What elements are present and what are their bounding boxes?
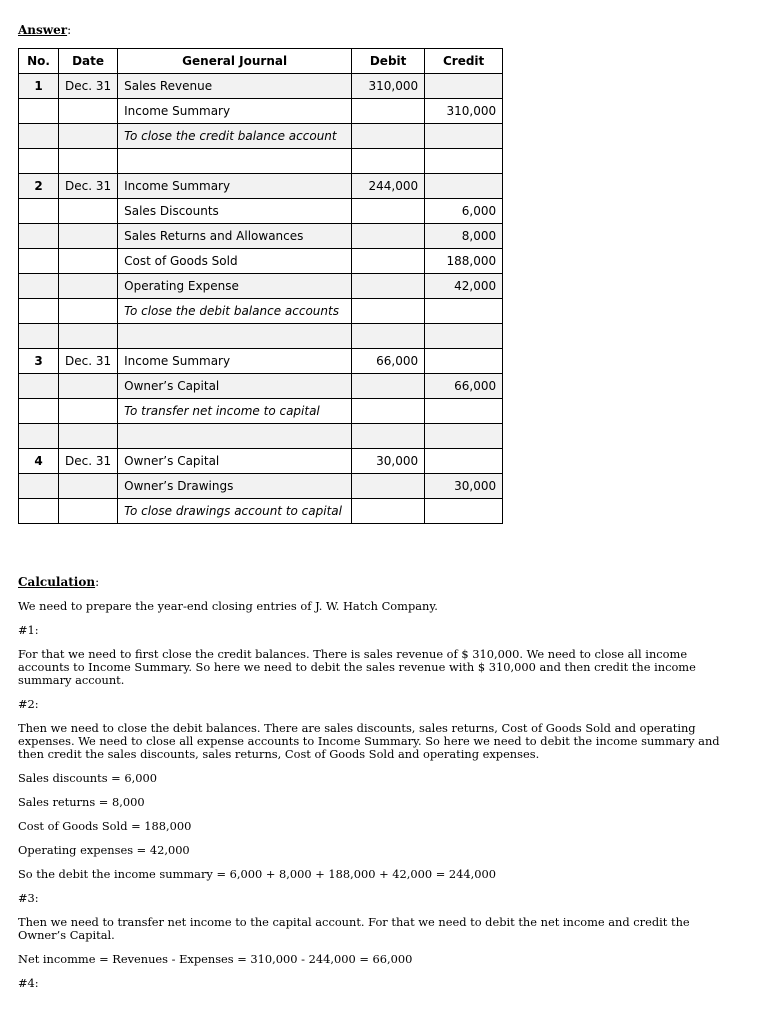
cell-no xyxy=(19,99,59,124)
cell-account: To transfer net income to capital xyxy=(118,399,352,424)
cell-date xyxy=(59,224,118,249)
table-row xyxy=(19,274,503,299)
cell-debit xyxy=(352,149,425,174)
cell-no xyxy=(19,224,59,249)
cell-date xyxy=(59,299,118,324)
calculation-paragraph: #3: xyxy=(18,891,39,905)
cell-account xyxy=(118,149,352,174)
cell-no: 1 xyxy=(19,74,59,99)
calculation-section xyxy=(18,576,738,1001)
cell-credit: 6,000 xyxy=(425,199,503,224)
cell-account: Sales Returns and Allowances xyxy=(118,224,352,249)
calculation-paragraph: For that we need to first close the credit balances. There is sales revenue of $ 310,000. We need to close all income accounts to Income Summary. So here we need to debit the sales revenue with $ 310,000 and then credit the income summary account. xyxy=(18,647,696,687)
cell-date xyxy=(59,124,118,149)
table-row xyxy=(19,174,503,199)
cell-date xyxy=(59,274,118,299)
cell-no xyxy=(19,499,59,524)
header-date: Date xyxy=(59,49,118,74)
table-header-row xyxy=(19,49,503,74)
table-row xyxy=(19,349,503,374)
cell-no xyxy=(19,324,59,349)
cell-credit: 310,000 xyxy=(425,99,503,124)
cell-debit xyxy=(352,124,425,149)
table-row xyxy=(19,424,503,449)
cell-no: 2 xyxy=(19,174,59,199)
cell-credit: 188,000 xyxy=(425,249,503,274)
cell-credit xyxy=(425,299,503,324)
cell-date xyxy=(59,399,118,424)
answer-heading: Answer: xyxy=(18,23,72,37)
cell-credit xyxy=(425,399,503,424)
cell-debit: 66,000 xyxy=(352,349,425,374)
cell-date xyxy=(59,374,118,399)
calculation-paragraph: #1: xyxy=(18,623,39,637)
cell-debit xyxy=(352,474,425,499)
cell-credit: 8,000 xyxy=(425,224,503,249)
cell-no xyxy=(19,399,59,424)
cell-account: Owner’s Capital xyxy=(118,449,352,474)
cell-account: Income Summary xyxy=(118,99,352,124)
cell-debit: 30,000 xyxy=(352,449,425,474)
calculation-paragraph: Cost of Goods Sold = 188,000 xyxy=(18,819,192,833)
calculation-paragraph: Net incomme = Revenues - Expenses = 310,000 - 244,000 = 66,000 xyxy=(18,952,413,966)
cell-no xyxy=(19,374,59,399)
cell-credit: 66,000 xyxy=(425,374,503,399)
cell-date xyxy=(59,199,118,224)
cell-no: 4 xyxy=(19,449,59,474)
cell-debit xyxy=(352,324,425,349)
cell-date: Dec. 31 xyxy=(59,349,118,374)
cell-credit xyxy=(425,149,503,174)
cell-no xyxy=(19,149,59,174)
cell-no xyxy=(19,124,59,149)
cell-date xyxy=(59,499,118,524)
cell-account: Sales Revenue xyxy=(118,74,352,99)
cell-account: Income Summary xyxy=(118,174,352,199)
cell-debit: 310,000 xyxy=(352,74,425,99)
cell-credit xyxy=(425,124,503,149)
cell-debit xyxy=(352,399,425,424)
calculation-paragraph: #4: xyxy=(18,976,39,990)
cell-account: Owner’s Drawings xyxy=(118,474,352,499)
cell-no xyxy=(19,199,59,224)
table-row xyxy=(19,499,503,524)
cell-account xyxy=(118,324,352,349)
cell-no xyxy=(19,274,59,299)
calculation-heading: Calculation: xyxy=(18,575,100,589)
cell-credit xyxy=(425,324,503,349)
cell-no xyxy=(19,249,59,274)
cell-date xyxy=(59,249,118,274)
cell-debit xyxy=(352,249,425,274)
cell-date: Dec. 31 xyxy=(59,74,118,99)
table-row xyxy=(19,299,503,324)
journal-body xyxy=(19,74,503,524)
cell-debit xyxy=(352,299,425,324)
cell-credit xyxy=(425,424,503,449)
table-row xyxy=(19,449,503,474)
header-no: No. xyxy=(19,49,59,74)
calculation-paragraph: #2: xyxy=(18,697,39,711)
cell-debit xyxy=(352,99,425,124)
calculation-paragraph: Operating expenses = 42,000 xyxy=(18,843,190,857)
cell-debit xyxy=(352,274,425,299)
header-credit: Credit xyxy=(425,49,503,74)
calculation-paragraph: Then we need to close the debit balances. There are sales discounts, sales returns, Cost of Goods Sold and operating expenses. We need to close all expense accounts to Income Summary. So here we need to debit the income summary and then credit the sales discounts, sales returns, Cost of Goods Sold and operating expenses. xyxy=(18,721,720,761)
cell-credit xyxy=(425,449,503,474)
table-row xyxy=(19,74,503,99)
cell-account: Owner’s Capital xyxy=(118,374,352,399)
cell-date xyxy=(59,324,118,349)
cell-account: To close the credit balance account xyxy=(118,124,352,149)
table-row xyxy=(19,224,503,249)
cell-credit: 30,000 xyxy=(425,474,503,499)
table-row xyxy=(19,149,503,174)
cell-debit xyxy=(352,224,425,249)
cell-credit xyxy=(425,499,503,524)
cell-credit xyxy=(425,349,503,374)
cell-date: Dec. 31 xyxy=(59,174,118,199)
cell-date xyxy=(59,474,118,499)
table-row xyxy=(19,99,503,124)
header-debit: Debit xyxy=(352,49,425,74)
calculation-paragraphs xyxy=(18,600,738,990)
cell-no: 3 xyxy=(19,349,59,374)
calculation-paragraph: We need to prepare the year-end closing entries of J. W. Hatch Company. xyxy=(18,599,438,613)
calculation-paragraph: Then we need to transfer net income to the capital account. For that we need to debit the net income and credit the Owner’s Capital. xyxy=(18,915,690,942)
journal-table xyxy=(18,48,503,524)
cell-debit xyxy=(352,199,425,224)
calculation-paragraph: So the debit the income summary = 6,000 + 8,000 + 188,000 + 42,000 = 244,000 xyxy=(18,867,497,881)
cell-debit xyxy=(352,374,425,399)
cell-debit: 244,000 xyxy=(352,174,425,199)
table-row xyxy=(19,124,503,149)
calculation-paragraph: Sales returns = 8,000 xyxy=(18,795,145,809)
table-row xyxy=(19,374,503,399)
cell-date xyxy=(59,149,118,174)
cell-account: Operating Expense xyxy=(118,274,352,299)
cell-no xyxy=(19,474,59,499)
cell-date: Dec. 31 xyxy=(59,449,118,474)
table-row xyxy=(19,324,503,349)
cell-debit xyxy=(352,499,425,524)
cell-account: Sales Discounts xyxy=(118,199,352,224)
cell-account xyxy=(118,424,352,449)
cell-no xyxy=(19,424,59,449)
calculation-paragraph: Sales discounts = 6,000 xyxy=(18,771,157,785)
cell-account: To close the debit balance accounts xyxy=(118,299,352,324)
cell-no xyxy=(19,299,59,324)
header-general-journal: General Journal xyxy=(118,49,352,74)
table-row xyxy=(19,474,503,499)
cell-account: Income Summary xyxy=(118,349,352,374)
table-row xyxy=(19,249,503,274)
cell-date xyxy=(59,424,118,449)
cell-credit xyxy=(425,174,503,199)
cell-debit xyxy=(352,424,425,449)
cell-credit: 42,000 xyxy=(425,274,503,299)
cell-credit xyxy=(425,74,503,99)
cell-account: Cost of Goods Sold xyxy=(118,249,352,274)
table-row xyxy=(19,399,503,424)
table-row xyxy=(19,199,503,224)
cell-account: To close drawings account to capital xyxy=(118,499,352,524)
cell-date xyxy=(59,99,118,124)
